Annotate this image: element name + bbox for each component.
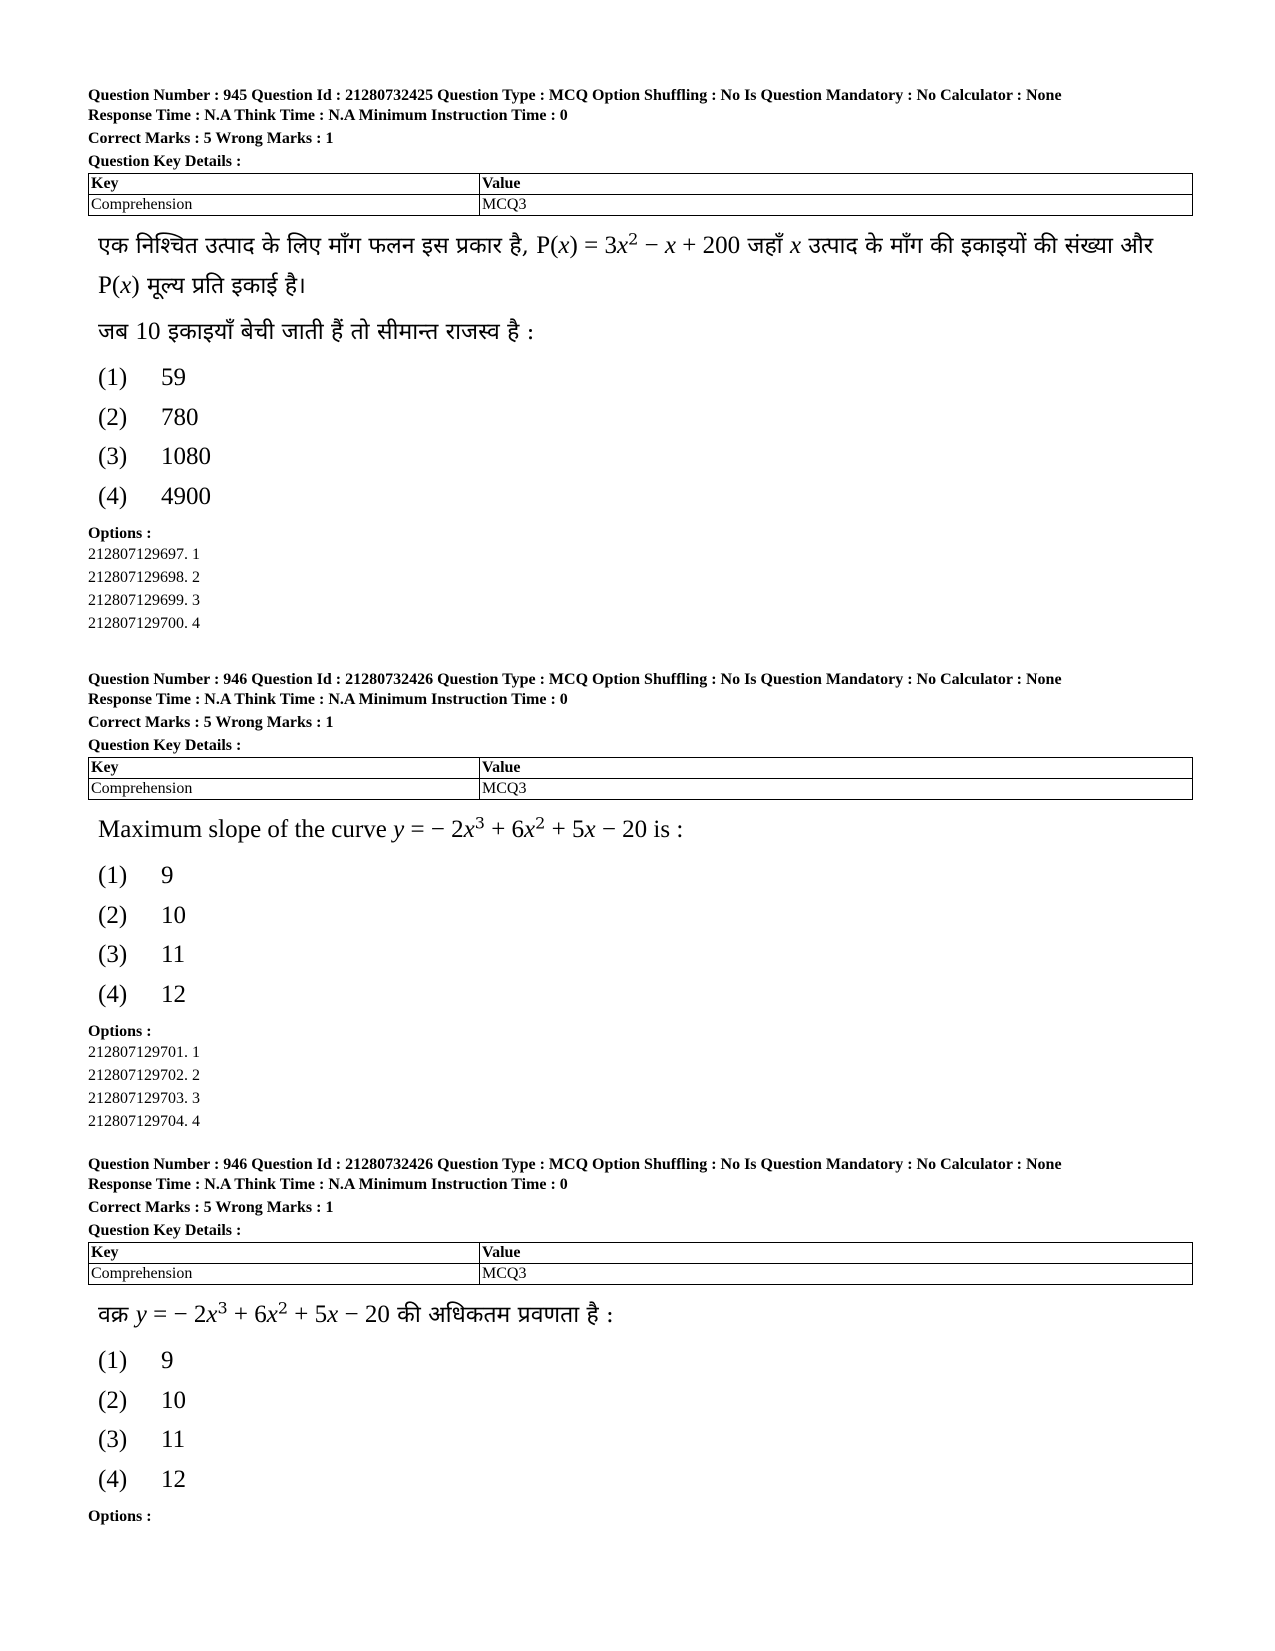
math-variable: x <box>558 232 570 259</box>
option-item[interactable] <box>98 398 1193 438</box>
key-header-cell: Key <box>89 1243 480 1264</box>
option-value: 10 <box>161 901 186 929</box>
option-value: 11 <box>161 1426 186 1453</box>
question-text-part: + 5 <box>288 1301 328 1328</box>
option-number: (1) <box>98 364 128 391</box>
option-number: (4) <box>98 482 128 510</box>
math-variable: y <box>393 816 405 843</box>
question-text-part: जहाँ <box>740 233 790 259</box>
question-text <box>98 1295 1188 1335</box>
option-value: 9 <box>161 862 174 889</box>
math-exponent: 2 <box>277 1298 289 1318</box>
question-block-945 <box>88 86 1193 670</box>
question-text-part: − 20 <box>338 1301 390 1328</box>
key-details-label: Question Key Details : <box>88 737 242 754</box>
option-number: (2) <box>98 1386 128 1414</box>
question-text-part: Maximum slope of the curve <box>98 816 394 843</box>
value-header-cell: Value <box>480 758 1193 779</box>
option-id: 212807129702. 2 <box>88 1067 200 1084</box>
option-item[interactable] <box>98 856 1193 896</box>
question-text-part: = − 2 <box>404 816 464 843</box>
question-text-part: = − 2 <box>146 1301 207 1328</box>
question-text-part: − 20 is : <box>595 816 684 843</box>
question-meta-line1: Question Number : 946 Question Id : 21280732426 Question Type : MCQ Option Shuffling : No Is Question Mandatory : No Calculator : None <box>88 671 1062 688</box>
option-number: (2) <box>98 403 128 431</box>
question-text-part: 10 <box>135 318 161 345</box>
value-cell: MCQ3 <box>480 1264 1193 1285</box>
math-variable: x <box>664 232 676 259</box>
question-text-part: + 5 <box>545 816 585 843</box>
question-text-part: इकाइयाँ बेची जाती हैं तो सीमान्त राजस्व है : <box>160 319 535 345</box>
option-item[interactable] <box>98 1420 1193 1460</box>
question-text-part: ) <box>131 272 140 299</box>
key-header-cell: Key <box>89 758 480 779</box>
math-exponent: 2 <box>535 813 546 833</box>
question-text-part: + 200 <box>675 232 741 259</box>
math-variable: x <box>524 816 536 843</box>
question-block-946-english <box>88 670 1193 1155</box>
option-item[interactable] <box>98 896 1193 936</box>
option-item[interactable] <box>98 358 1193 398</box>
question-paper-page <box>88 86 1193 1526</box>
option-item[interactable] <box>98 1381 1193 1421</box>
option-item[interactable] <box>98 1460 1193 1500</box>
option-value: 12 <box>161 980 186 1008</box>
option-number: (3) <box>98 443 128 470</box>
option-number: (2) <box>98 901 128 929</box>
option-id: 212807129700. 4 <box>88 615 200 632</box>
option-id: 212807129699. 3 <box>88 592 200 609</box>
question-meta-line1: Question Number : 946 Question Id : 21280732426 Question Type : MCQ Option Shuffling : No Is Question Mandatory : No Calculator : None <box>88 1156 1062 1173</box>
options-label: Options : <box>88 525 152 542</box>
option-value: 4900 <box>161 482 211 510</box>
option-value: 9 <box>161 1347 174 1374</box>
option-list <box>98 856 1193 1014</box>
table-row <box>89 779 1193 800</box>
option-id: 212807129697. 1 <box>88 546 200 563</box>
key-details-label: Question Key Details : <box>88 1222 242 1239</box>
question-text-part: एक निश्चित उत्पाद के लिए माँग फलन इस प्रकार है, <box>98 233 537 259</box>
question-text <box>98 226 1188 306</box>
math-variable: x <box>266 1301 278 1328</box>
question-text-line2 <box>98 312 1188 352</box>
key-cell: Comprehension <box>89 779 480 800</box>
question-meta-line2: Response Time : N.A Think Time : N.A Minimum Instruction Time : 0 <box>88 690 568 708</box>
table-header-row <box>89 1243 1193 1264</box>
value-header-cell: Value <box>480 174 1193 195</box>
question-text-part: + 6 <box>227 1301 267 1328</box>
options-label: Options : <box>88 1508 152 1525</box>
question-text-part: उत्पाद के माँग की इकाइयों की संख्या और <box>801 233 1154 259</box>
option-value: 12 <box>161 1465 186 1493</box>
math-variable: x <box>206 1301 218 1328</box>
question-block-946-hindi <box>88 1155 1193 1526</box>
value-cell: MCQ3 <box>480 779 1193 800</box>
option-value: 1080 <box>161 443 211 470</box>
math-variable: x <box>616 232 629 259</box>
math-exponent: 3 <box>474 813 485 833</box>
option-number: (3) <box>98 1426 128 1453</box>
option-id: 212807129704. 4 <box>88 1113 200 1130</box>
key-details-label: Question Key Details : <box>88 153 242 170</box>
key-cell: Comprehension <box>89 195 480 216</box>
table-row <box>89 1264 1193 1285</box>
table-header-row <box>89 758 1193 779</box>
option-value: 59 <box>161 364 186 391</box>
question-text-part: P( <box>98 272 121 299</box>
option-item[interactable] <box>98 437 1193 477</box>
option-value: 780 <box>161 403 199 431</box>
question-text-part: की अधिकतम प्रवणता है : <box>389 1302 614 1328</box>
key-details-table <box>88 757 1193 800</box>
question-text-part: वक्र <box>98 1302 136 1328</box>
table-header-row <box>89 174 1193 195</box>
marks-line: Correct Marks : 5 Wrong Marks : 1 <box>88 130 334 147</box>
question-text-part: जब <box>98 319 136 345</box>
option-value: 10 <box>161 1386 186 1414</box>
question-text-part: + 6 <box>484 816 525 843</box>
options-label: Options : <box>88 1023 152 1040</box>
value-header-cell: Value <box>480 1243 1193 1264</box>
option-item[interactable] <box>98 935 1193 975</box>
option-number: (4) <box>98 980 128 1008</box>
key-details-table <box>88 173 1193 216</box>
key-header-cell: Key <box>89 174 480 195</box>
question-meta-line2: Response Time : N.A Think Time : N.A Minimum Instruction Time : 0 <box>88 106 568 124</box>
option-item[interactable] <box>98 975 1193 1015</box>
option-value: 11 <box>161 941 186 968</box>
marks-line: Correct Marks : 5 Wrong Marks : 1 <box>88 714 334 731</box>
table-row <box>89 195 1193 216</box>
option-number: (1) <box>98 1347 128 1374</box>
option-list <box>98 358 1193 516</box>
math-variable: x <box>120 272 132 299</box>
option-list <box>98 1341 1193 1499</box>
option-item[interactable] <box>98 1341 1193 1381</box>
math-variable: x <box>789 232 802 259</box>
question-meta-line1: Question Number : 945 Question Id : 21280732425 Question Type : MCQ Option Shuffling : No Is Question Mandatory : No Calculator : None <box>88 87 1062 104</box>
option-id: 212807129701. 1 <box>88 1044 200 1061</box>
question-text-part: मूल्य प्रति इकाई है। <box>139 273 306 299</box>
question-text <box>98 810 1188 850</box>
value-cell: MCQ3 <box>480 195 1193 216</box>
question-meta-line2: Response Time : N.A Think Time : N.A Minimum Instruction Time : 0 <box>88 1175 568 1193</box>
option-number: (1) <box>98 862 128 889</box>
key-details-table <box>88 1242 1193 1285</box>
key-cell: Comprehension <box>89 1264 480 1285</box>
math-exponent: 3 <box>217 1298 228 1318</box>
math-variable: y <box>135 1301 147 1328</box>
math-exponent: 2 <box>628 229 639 249</box>
math-variable: x <box>584 816 596 843</box>
option-item[interactable] <box>98 477 1193 517</box>
math-variable: x <box>463 816 475 843</box>
question-text-part: − <box>638 232 665 259</box>
question-text-part: P( <box>536 232 559 259</box>
option-id: 212807129698. 2 <box>88 569 200 586</box>
question-text-part: ) = 3 <box>569 232 617 259</box>
math-variable: x <box>327 1301 339 1328</box>
option-id: 212807129703. 3 <box>88 1090 200 1107</box>
option-number: (3) <box>98 941 128 968</box>
marks-line: Correct Marks : 5 Wrong Marks : 1 <box>88 1199 334 1216</box>
option-number: (4) <box>98 1465 128 1493</box>
